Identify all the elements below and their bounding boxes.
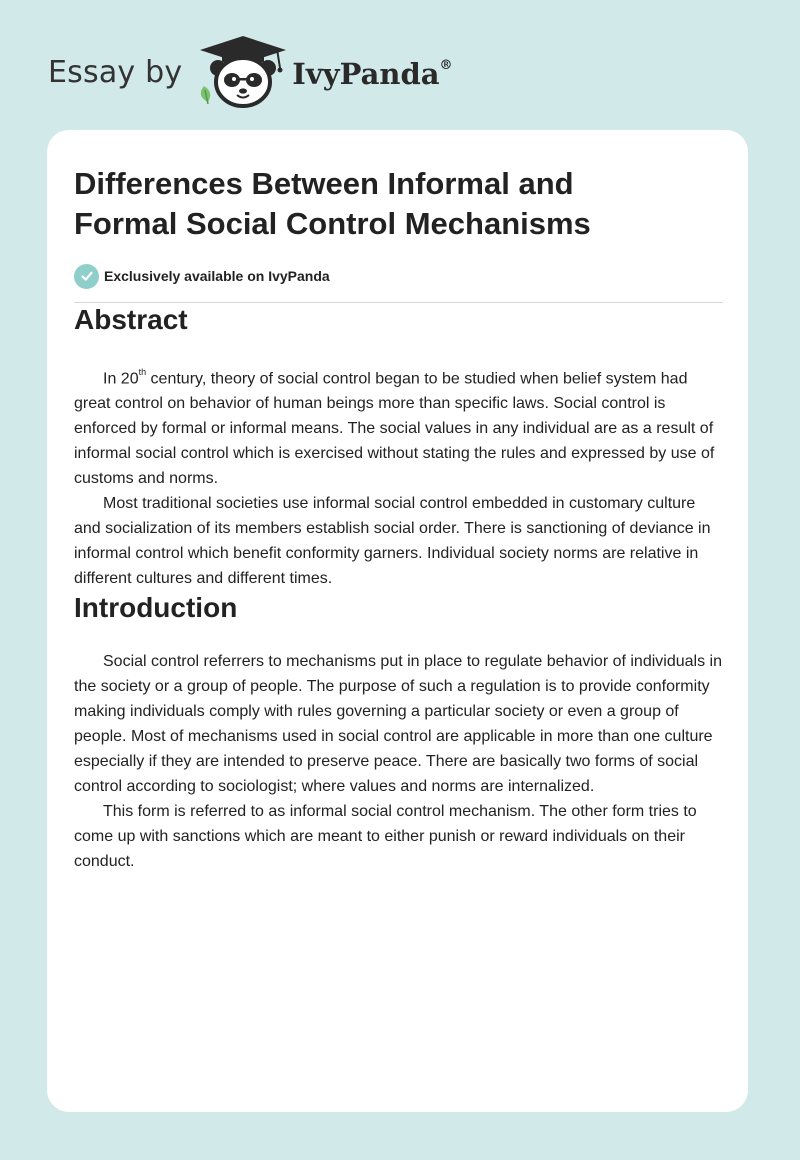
check-circle-icon [74, 264, 99, 289]
essay-content [74, 164, 723, 874]
essay-card [47, 130, 748, 1112]
abstract-p1-start: In 20 [103, 370, 139, 388]
title-line-2: Formal Social Control Mechanisms [74, 206, 591, 241]
essay-by-label: Essay by [48, 54, 183, 90]
page-title [74, 164, 723, 244]
brand-name[interactable] [292, 57, 452, 91]
section-heading-introduction: Introduction [74, 592, 238, 624]
exclusive-label: Exclusively available on IvyPanda [104, 268, 330, 284]
introduction-paragraph-2: This form is referred to as informal social control mechanism. The other form tries to come up with sanctions which are meant to either punish or reward individuals on their conduct. [74, 803, 697, 871]
introduction-paragraph-1: Social control referrers to mechanisms put in place to regulate behavior of individuals in the society or a group of people. The purpose of such a regulation is to provide conformity making individuals comply with rules governing a particular society or even a group of people. Most of mechanisms used in social control are applicable in more than one culture especially if they are intended to preserve peace. There are basically two forms of social control according to sociologist; where values and norms are internalized. [74, 653, 722, 796]
brand-text: IvyPanda [292, 57, 440, 91]
title-line-1: Differences Between Informal and [74, 166, 574, 201]
registered-mark: ® [439, 58, 453, 74]
ordinal-suffix: th [138, 367, 147, 377]
abstract-paragraph-2: Most traditional societies use informal social control embedded in customary culture and socialization of its members establish social order. There is sanctioning of deviance in informal control which benefit conformity garners. Individual society norms are relative in different cultures and different times. [74, 495, 711, 588]
abstract-paragraph-1 [74, 362, 723, 491]
site-header [48, 34, 453, 110]
exclusive-badge [74, 263, 723, 289]
section-heading-abstract: Abstract [74, 304, 188, 335]
panda-graduate-icon[interactable] [198, 34, 288, 110]
abstract-p1-rest: century, theory of social control began to be studied when belief system had great control on behavior of human beings more than specific laws. Social control is enforced by formal or informal means. The social values in any individual are as a result of informal social control which is exercised without stating the rules and expressed by use of customs and norms. [74, 370, 715, 488]
